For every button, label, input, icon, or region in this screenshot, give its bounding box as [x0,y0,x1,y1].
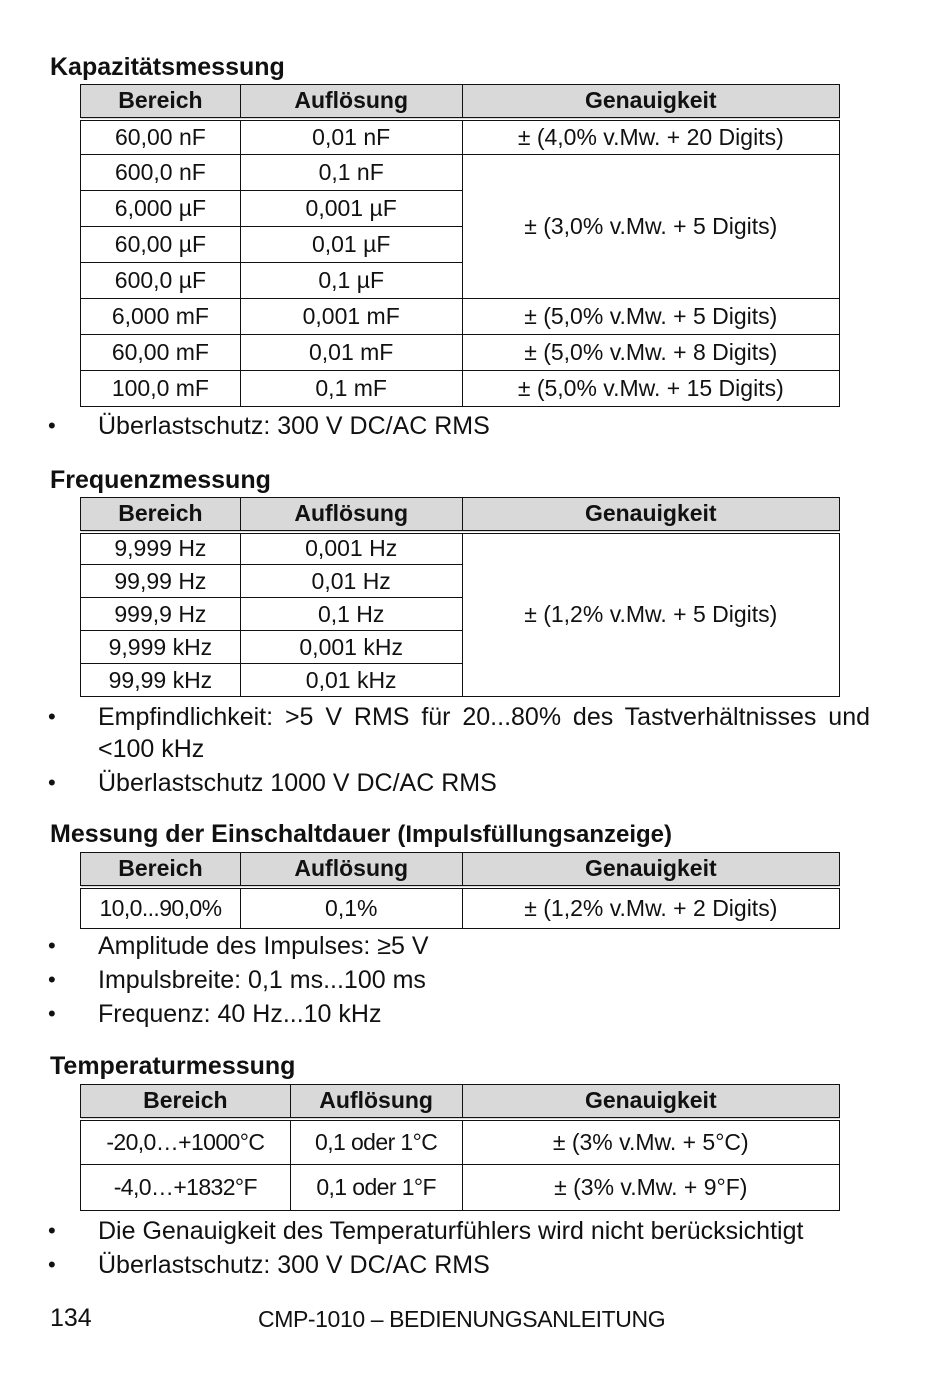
table-row [81,887,840,929]
bullet-icon: • [48,704,56,729]
capacitance-notes [0,410,950,442]
range-cell: -20,0…+1000°C [81,1119,291,1165]
bullet-icon: • [48,413,56,438]
range-cell: 60,00 µF [81,227,241,263]
header-range: Bereich [81,853,241,887]
table-row [81,371,840,407]
accuracy-cell: ± (3,0% v.Mw. + 5 Digits) [462,155,839,299]
table-row [81,119,840,155]
capacitance-table [80,84,840,407]
table-row [81,335,840,371]
range-cell: 6,000 mF [81,299,241,335]
note-text: Amplitude des Impulses: ≥5 V [98,932,429,960]
range-cell: 60,00 nF [81,119,241,155]
header-accuracy: Genauigkeit [462,85,839,119]
header-resolution: Auflösung [240,498,462,532]
resolution-cell: 0,1 mF [240,371,462,407]
bullet-icon: • [48,770,56,795]
temperature-title: Temperaturmessung [50,1052,296,1080]
bullet-icon: • [48,1252,56,1277]
duty-title-main: Messung der Einschaltdauer [50,820,391,848]
resolution-cell: 0,001 Hz [240,532,462,565]
list-item [0,767,950,799]
range-cell: 999,9 Hz [81,598,241,631]
resolution-cell: 0,01 Hz [240,565,462,598]
frequency-title: Frequenzmessung [50,466,271,494]
range-cell: 10,0...90,0% [81,887,241,929]
note-text: Die Genauigkeit des Temperaturfühlers wird nicht berücksichtigt [98,1217,804,1245]
header-accuracy: Genauigkeit [462,853,839,887]
accuracy-cell: ± (1,2% v.Mw. + 2 Digits) [462,887,839,929]
range-cell: 600,0 µF [81,263,241,299]
resolution-cell: 0,1 µF [240,263,462,299]
duty-cycle-title [50,819,672,850]
resolution-cell: 0,1 nF [240,155,462,191]
range-cell: -4,0…+1832°F [81,1165,291,1211]
resolution-cell: 0,01 nF [240,119,462,155]
table-row [81,299,840,335]
header-resolution: Auflösung [240,85,462,119]
range-cell: 60,00 mF [81,335,241,371]
list-item [0,1249,950,1281]
header-resolution: Auflösung [240,853,462,887]
header-range: Bereich [81,498,241,532]
resolution-cell: 0,1 oder 1°C [290,1119,462,1165]
note-text: Überlastschutz: 300 V DC/AC RMS [98,1251,490,1279]
resolution-cell: 0,1 oder 1°F [290,1165,462,1211]
list-item [0,410,950,442]
table-row [81,155,840,191]
range-cell: 9,999 Hz [81,532,241,565]
bullet-icon: • [48,1218,56,1243]
note-text: Frequenz: 40 Hz...10 kHz [98,1000,382,1028]
capacitance-title: Kapazitätsmessung [50,53,285,81]
header-resolution: Auflösung [290,1085,462,1119]
header-range: Bereich [81,1085,291,1119]
resolution-cell: 0,001 mF [240,299,462,335]
resolution-cell: 0,01 µF [240,227,462,263]
range-cell: 9,999 kHz [81,631,241,664]
duty-cycle-table [80,852,840,929]
resolution-cell: 0,01 mF [240,335,462,371]
list-item [0,1215,950,1247]
list-item [0,998,950,1030]
resolution-cell: 0,001 µF [240,191,462,227]
temperature-notes [0,1215,950,1281]
accuracy-cell: ± (3% v.Mw. + 5°C) [462,1119,839,1165]
accuracy-cell: ± (4,0% v.Mw. + 20 Digits) [462,119,839,155]
note-text: Empfindlichkeit: >5 V RMS für 20...80% des Tastverhältnisses und <100 kHz [98,703,870,763]
range-cell: 99,99 kHz [81,664,241,697]
list-item [0,701,950,765]
accuracy-cell: ± (5,0% v.Mw. + 15 Digits) [462,371,839,407]
accuracy-cell: ± (5,0% v.Mw. + 5 Digits) [462,299,839,335]
list-item [0,930,950,962]
duty-cycle-notes [0,930,950,1030]
accuracy-cell: ± (5,0% v.Mw. + 8 Digits) [462,335,839,371]
bullet-icon: • [48,933,56,958]
duty-title-sub: (Impulsfüllungsanzeige) [397,821,673,848]
table-row [81,532,840,565]
frequency-notes [0,701,950,799]
table-row [81,1119,840,1165]
note-text: Überlastschutz: 300 V DC/AC RMS [98,412,490,440]
table-row [81,1165,840,1211]
header-accuracy: Genauigkeit [462,1085,839,1119]
range-cell: 6,000 µF [81,191,241,227]
resolution-cell: 0,001 kHz [240,631,462,664]
range-cell: 99,99 Hz [81,565,241,598]
bullet-icon: • [48,967,56,992]
range-cell: 100,0 mF [81,371,241,407]
resolution-cell: 0,01 kHz [240,664,462,697]
resolution-cell: 0,1 Hz [240,598,462,631]
frequency-table [80,497,840,697]
page-number: 134 [50,1304,92,1332]
note-text: Überlastschutz 1000 V DC/AC RMS [98,769,497,797]
bullet-icon: • [48,1001,56,1026]
list-item [0,964,950,996]
header-range: Bereich [81,85,241,119]
temperature-table [80,1084,840,1211]
range-cell: 600,0 nF [81,155,241,191]
resolution-cell: 0,1% [240,887,462,929]
header-accuracy: Genauigkeit [462,498,839,532]
accuracy-cell: ± (1,2% v.Mw. + 5 Digits) [462,532,839,697]
note-text: Impulsbreite: 0,1 ms...100 ms [98,966,426,994]
accuracy-cell: ± (3% v.Mw. + 9°F) [462,1165,839,1211]
manual-title: CMP-1010 – BEDIENUNGSANLEITUNG [258,1306,666,1332]
